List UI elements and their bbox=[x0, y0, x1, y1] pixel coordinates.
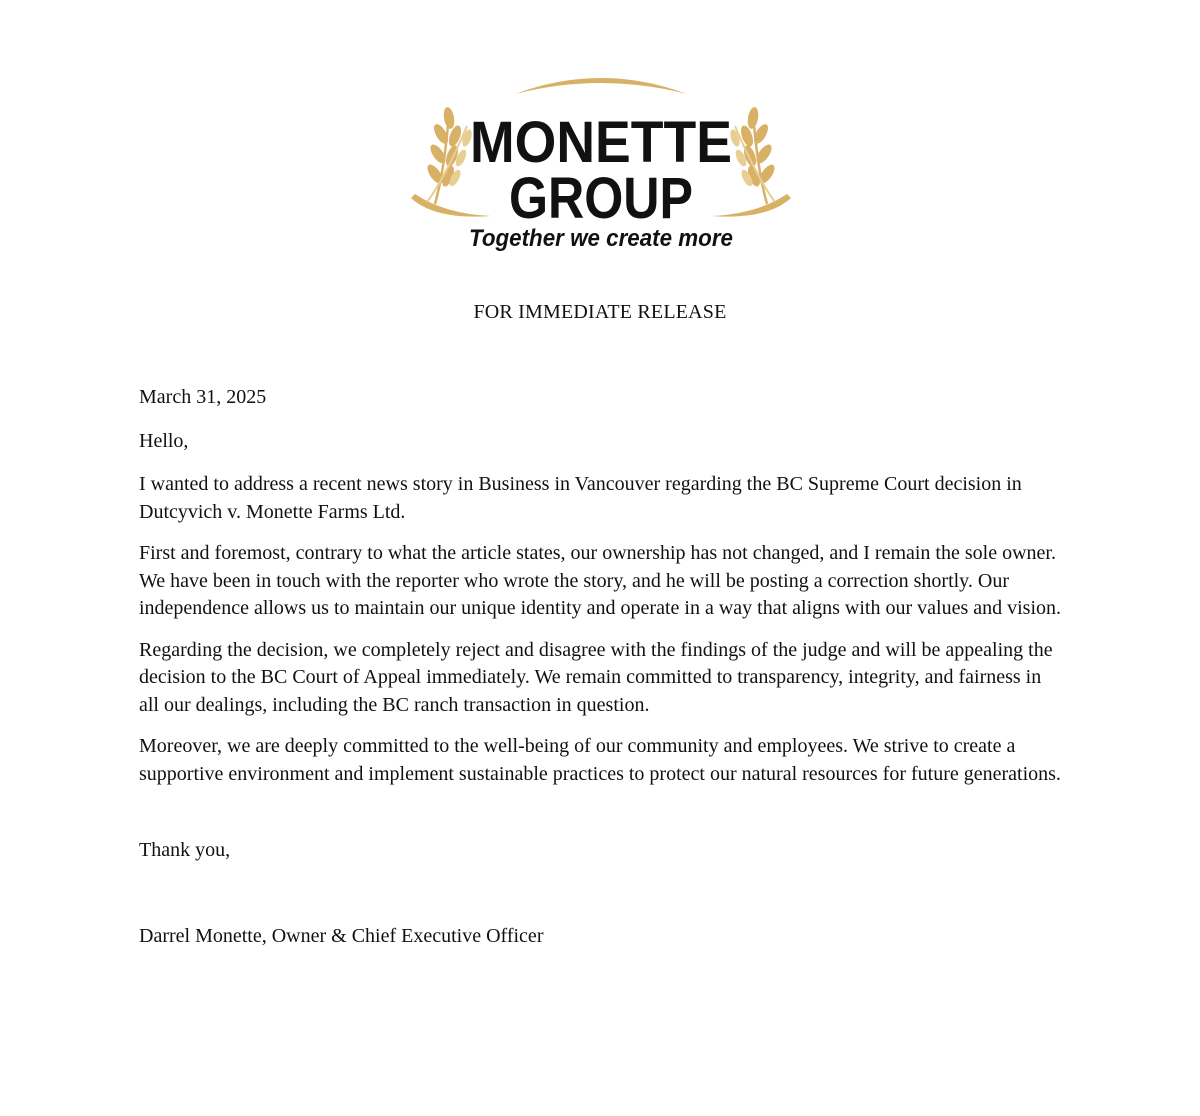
company-logo bbox=[405, 68, 797, 258]
letter-date: March 31, 2025 bbox=[139, 386, 267, 408]
logo-wheat-sweep-right bbox=[711, 194, 791, 217]
letter-paragraph: I wanted to address a recent news story in Business in Vancouver regarding the BC Supreme Court decision in Dutcyvich v. Monette Farms Ltd. bbox=[139, 473, 1022, 523]
wheat-right-icon bbox=[728, 106, 777, 204]
monette-group-logo bbox=[405, 68, 797, 258]
logo-line2: GROUP bbox=[509, 166, 693, 231]
logo-line1: MONETTE bbox=[470, 110, 732, 175]
letter-closing: Thank you, bbox=[139, 839, 231, 861]
letter-greeting: Hello, bbox=[139, 429, 189, 452]
wheat-left-icon bbox=[425, 106, 474, 204]
release-heading: FOR IMMEDIATE RELEASE bbox=[473, 301, 727, 323]
logo-tagline: Together we create more bbox=[469, 225, 733, 252]
logo-arc-icon bbox=[515, 78, 687, 94]
letter-paragraph: Regarding the decision, we completely reject and disagree with the findings of the judge and will be appealing the decision to the BC Court of Appeal immediately. We remain committed to transparency, integrity, and fairness in all our dealings, including the BC ranch transaction in question. bbox=[139, 638, 1053, 716]
letter-paragraph: Moreover, we are deeply committed to the well-being of our community and employees. We strive to create a supportive environment and implement sustainable practices to protect our natural resources for future generations. bbox=[139, 735, 1061, 785]
letter-paragraph: First and foremost, contrary to what the article states, our ownership has not changed, and I remain the sole owner. We have been in touch with the reporter who wrote the story, and he will be posting a correction shortly. Our independence allows us to maintain our unique identity and operate in a way that aligns with our values and vision. bbox=[139, 542, 1062, 619]
logo-wheat-sweep-left bbox=[411, 194, 491, 217]
letter-body bbox=[139, 384, 1064, 950]
letter-signature: Darrel Monette, Owner & Chief Executive Officer bbox=[139, 924, 544, 947]
